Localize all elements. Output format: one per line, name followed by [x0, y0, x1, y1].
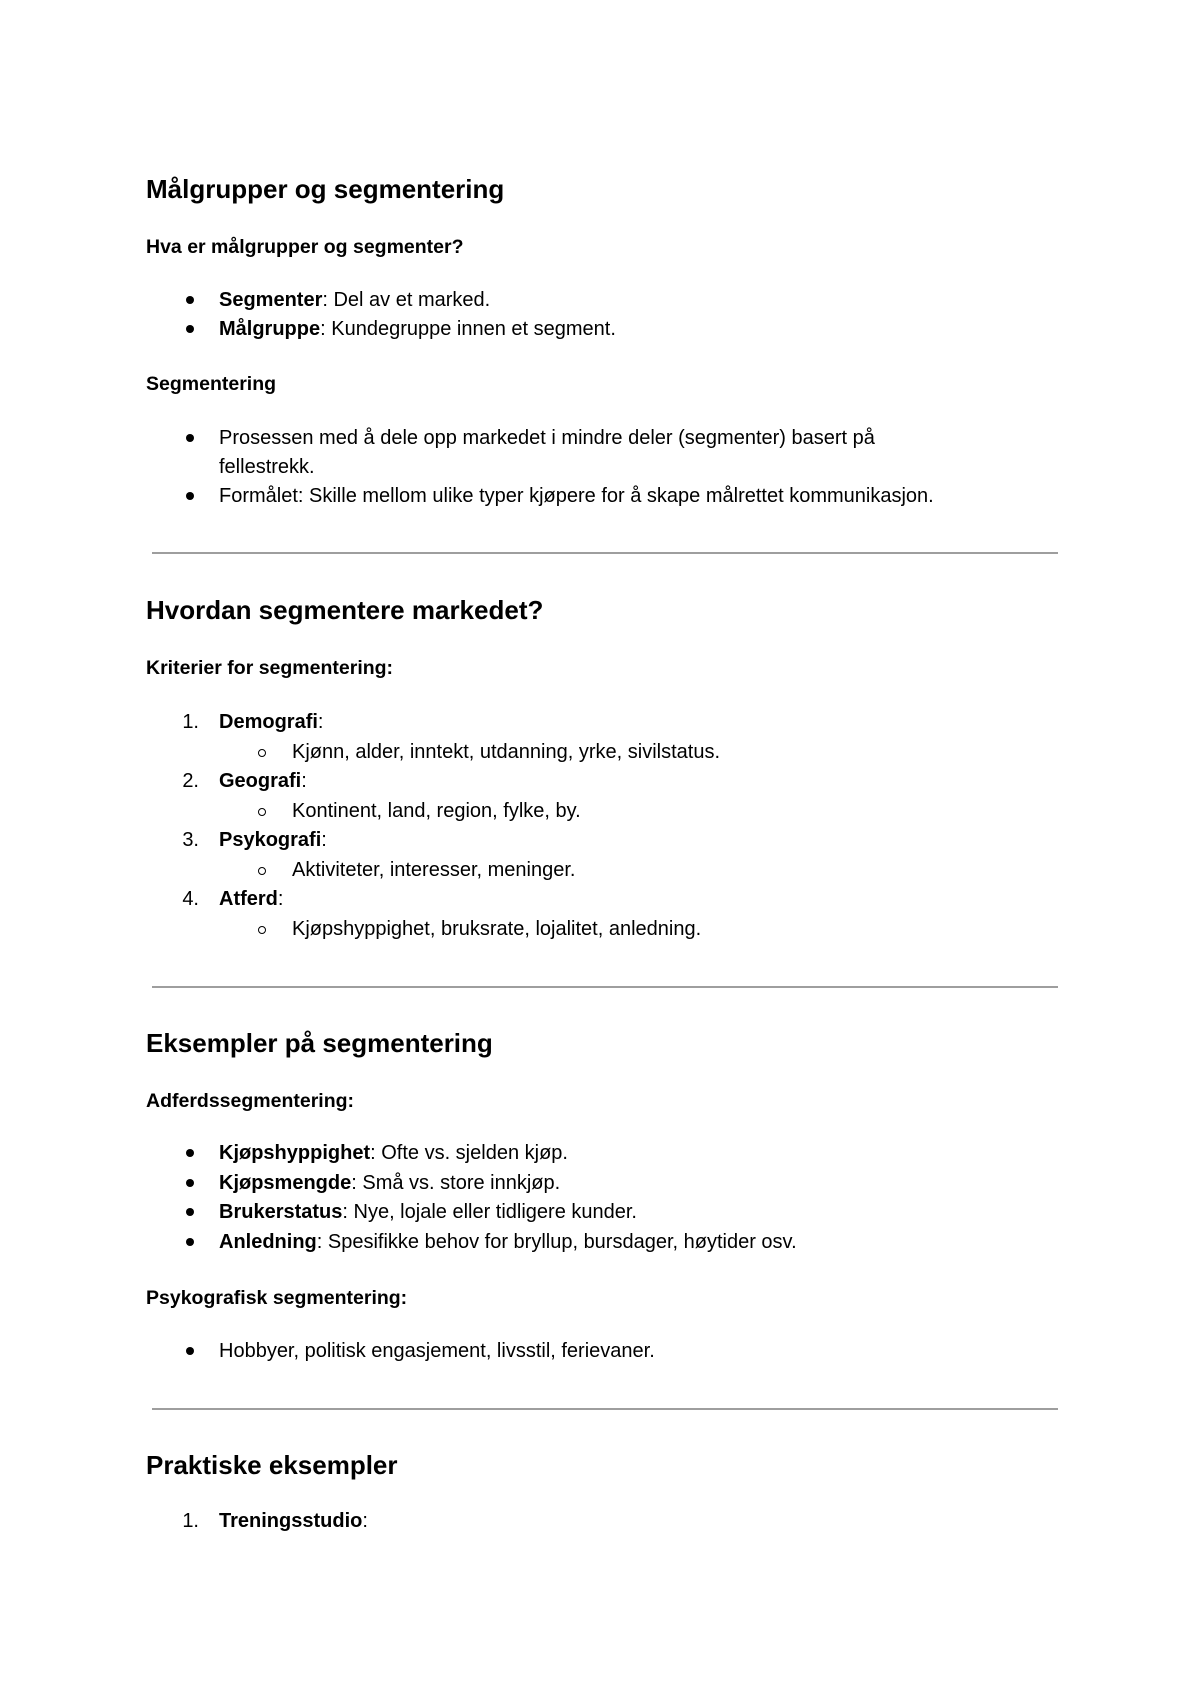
- item-number: 4.: [182, 888, 199, 910]
- bullet-icon: [186, 1347, 194, 1355]
- item-term: Segmenter: [219, 289, 323, 311]
- section-subtitle: Adferdssegmentering:: [146, 1090, 355, 1112]
- item-text: :: [301, 770, 307, 792]
- item-text: : Del av et marked.: [322, 289, 491, 311]
- bullet-icon: [186, 325, 194, 333]
- section-subtitle: Hva er målgrupper og segmenter?: [146, 236, 464, 258]
- bullet-icon: [186, 296, 194, 304]
- bullet-icon: [186, 434, 194, 442]
- horizontal-rule: [152, 986, 1058, 988]
- item-text: :: [317, 711, 324, 733]
- item-term: Demografi: [219, 711, 318, 733]
- bullet-icon: [186, 492, 194, 500]
- section-subtitle: Kriterier for segmentering:: [146, 657, 394, 679]
- item-number: 1.: [182, 1510, 199, 1532]
- item-text: Kjøpshyppighet, bruksrate, lojalitet, anledning.: [292, 918, 702, 940]
- item-text: : Spesifikke behov for bryllup, bursdager, høytider osv.: [316, 1231, 797, 1253]
- horizontal-rule: [152, 1408, 1058, 1410]
- section-title: Hvordan segmentere markedet?: [146, 595, 544, 625]
- item-term: Kjøpsmengde: [219, 1172, 352, 1194]
- item-term: Kjøpshyppighet: [219, 1142, 371, 1164]
- item-text: fellestrekk.: [219, 456, 315, 478]
- item-number: 3.: [182, 829, 199, 851]
- circle-bullet-icon: [258, 926, 266, 934]
- bullet-icon: [186, 1238, 194, 1246]
- item-text: : Kundegruppe innen et segment.: [320, 318, 616, 340]
- item-term: Målgruppe: [219, 318, 321, 340]
- section-title: Eksempler på segmentering: [146, 1028, 493, 1058]
- item-text: Hobbyer, politisk engasjement, livsstil, ferievaner.: [219, 1340, 655, 1362]
- item-text: Formålet: Skille mellom ulike typer kjøpere for å skape målrettet kommunikasjon.: [219, 485, 934, 507]
- section-subtitle: Segmentering: [146, 373, 277, 395]
- bullet-icon: [186, 1179, 194, 1187]
- circle-bullet-icon: [258, 749, 266, 757]
- section-title: Praktiske eksempler: [146, 1450, 398, 1480]
- horizontal-rule: [152, 552, 1058, 554]
- item-number: 1.: [182, 711, 199, 733]
- item-term: Geografi: [219, 770, 302, 792]
- item-text: Kjønn, alder, inntekt, utdanning, yrke, sivilstatus.: [292, 741, 720, 763]
- section-title: Målgrupper og segmentering: [146, 174, 505, 204]
- item-text: Kontinent, land, region, fylke, by.: [292, 800, 581, 822]
- item-text: Prosessen med å dele opp markedet i mindre deler (segmenter) basert på: [219, 427, 875, 449]
- item-term: Atferd: [219, 888, 278, 910]
- item-term: Treningsstudio: [219, 1510, 363, 1532]
- item-text: :: [321, 829, 327, 851]
- item-text: :: [277, 888, 284, 910]
- section-subtitle: Psykografisk segmentering:: [146, 1287, 408, 1309]
- bullet-icon: [186, 1149, 194, 1157]
- item-text: Aktiviteter, interesser, meninger.: [292, 859, 576, 881]
- item-text: :: [362, 1510, 368, 1532]
- bullet-icon: [186, 1208, 194, 1216]
- item-term: Psykografi: [219, 829, 322, 851]
- item-text: : Små vs. store innkjøp.: [351, 1172, 561, 1194]
- list-item-continuation: [219, 453, 315, 482]
- circle-bullet-icon: [258, 808, 266, 816]
- circle-bullet-icon: [258, 867, 266, 875]
- item-term: Brukerstatus: [219, 1201, 343, 1223]
- item-text: : Ofte vs. sjelden kjøp.: [370, 1142, 568, 1164]
- item-number: 2.: [182, 770, 199, 792]
- item-text: : Nye, lojale eller tidligere kunder.: [342, 1201, 637, 1223]
- item-term: Anledning: [219, 1231, 317, 1253]
